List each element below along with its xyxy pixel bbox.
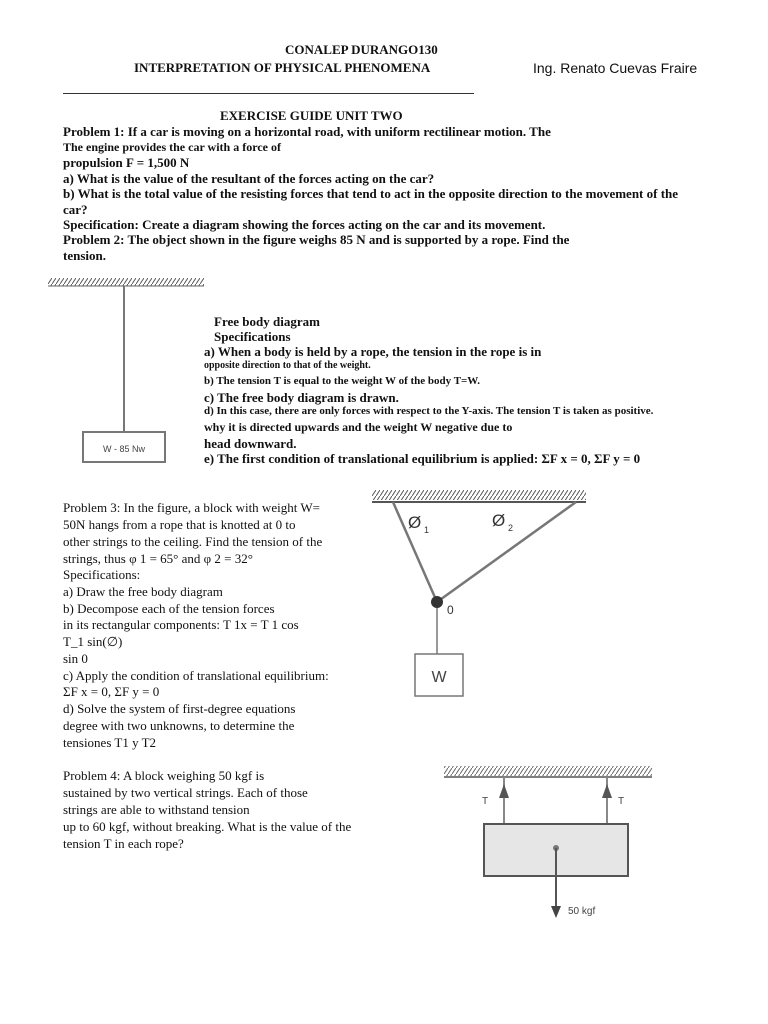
problem3-line-1: Problem 3: In the figure, a block with weight W= (63, 500, 320, 515)
block-weight-label: W - 85 Nw (102, 444, 146, 454)
problem2-spec-d: d) In this case, there are only forces with respect to the Y-axis. The tension T is taken as positive. (204, 405, 654, 417)
knot (431, 596, 443, 608)
school-name: CONALEP DURANGO130 (285, 42, 438, 57)
knot-label: 0 (447, 603, 454, 617)
problem1-line3: propulsion F = 1,500 N (63, 155, 190, 170)
problem3-line-12: ΣF x = 0, ΣF y = 0 (63, 684, 160, 699)
problem3-line-5: Specifications: (63, 567, 141, 582)
problem4-line-2: sustained by two vertical strings. Each of those (63, 785, 308, 800)
tension-arrow-right (602, 784, 612, 798)
ceiling (48, 278, 204, 286)
weight-block-label: W (431, 669, 447, 686)
problem2-spec-e: e) The first condition of translational equilibrium is applied: ΣF x = 0, ΣF y = 0 (204, 451, 641, 466)
problem4-line-5: tension T in each rope? (63, 836, 184, 851)
problem2-line1: Problem 2: The object shown in the figure weighs 85 N and is supported by a rope. Find the (63, 232, 570, 247)
problem3-line-15: tensiones T1 y T2 (63, 735, 157, 750)
problem4-line-1: Problem 4: A block weighing 50 kgf is (63, 768, 265, 783)
problem3-line-11: c) Apply the condition of translational equilibrium: (63, 668, 329, 683)
page-title: EXERCISE GUIDE UNIT TWO (220, 108, 403, 123)
problem2-spec-d-cont: why it is directed upwards and the weight W negative due to (204, 420, 513, 434)
problem2-line2: tension. (63, 248, 106, 263)
problem2-figure (40, 272, 210, 472)
problem1-line1: Problem 1: If a car is moving on a horizontal road, with uniform rectilinear motion. The (63, 124, 551, 139)
problem3-line-6: a) Draw the free body diagram (63, 584, 223, 599)
problem2-spec-b: b) The tension T is equal to the weight W of the body T=W. (204, 375, 481, 387)
problem3-line-3: other strings to the ceiling. Find the tension of the (63, 534, 323, 549)
tension-right-label: T (618, 796, 625, 807)
specifications-title: Specifications (214, 329, 291, 344)
problem1-question-b-cont: car? (63, 202, 88, 217)
problem2-spec-a: a) When a body is held by a rope, the tension in the rope is in (204, 344, 542, 359)
problem3-line-13: d) Solve the system of first-degree equations (63, 701, 296, 716)
weight-arrow-head (551, 906, 561, 918)
angle1-subscript: 1 (424, 525, 430, 535)
problem3-figure (368, 484, 590, 716)
problem2-spec-c: c) The free body diagram is drawn. (204, 390, 399, 405)
problem3-line-10: sin 0 (63, 651, 88, 666)
problem1-specification: Specification: Create a diagram showing the forces acting on the car and its movement. (63, 217, 546, 232)
problem3-line-9: T_1 sin(∅) (63, 634, 123, 649)
problem3-line-8: in its rectangular components: T 1x = T 1 cos (63, 617, 299, 632)
problem1-question-a: a) What is the value of the resultant of the forces acting on the car? (63, 171, 435, 186)
problem3-line-2: 50N hangs from a rope that is knotted at 0 to (63, 517, 296, 532)
problem4-line-4: up to 60 kgf, without breaking. What is the value of the (63, 819, 352, 834)
problem1-question-b: b) What is the total value of the resisting forces that tend to act in the opposite direction to the movement of the (63, 186, 679, 201)
ceiling (444, 766, 652, 776)
ceiling (372, 490, 586, 500)
tension-left-label: T (482, 796, 489, 807)
problem3-line-14: degree with two unknowns, to determine the (63, 718, 295, 733)
fbd-title: Free body diagram (214, 314, 320, 329)
problem2-spec-d-end: head downward. (204, 436, 297, 451)
problem1-line2: The engine provides the car with a force of (63, 140, 281, 154)
weight-label: 50 kgf (568, 906, 596, 917)
rope-right (437, 502, 576, 602)
header-divider (63, 93, 474, 94)
course-name: INTERPRETATION OF PHYSICAL PHENOMENA (134, 60, 431, 75)
problem2-spec-a-cont: opposite direction to that of the weight. (204, 360, 371, 371)
angle1-label: Ø (408, 513, 422, 532)
angle2-label: Ø (492, 511, 506, 530)
problem3-line-4: strings, thus φ 1 = 65° and φ 2 = 32° (63, 551, 253, 566)
problem4-figure (440, 762, 656, 924)
teacher-name: Ing. Renato Cuevas Fraire (533, 60, 698, 76)
problem4-line-3: strings are able to withstand tension (63, 802, 250, 817)
tension-arrow-left (499, 784, 509, 798)
problem3-line-7: b) Decompose each of the tension forces (63, 601, 275, 616)
angle2-subscript: 2 (508, 523, 514, 533)
